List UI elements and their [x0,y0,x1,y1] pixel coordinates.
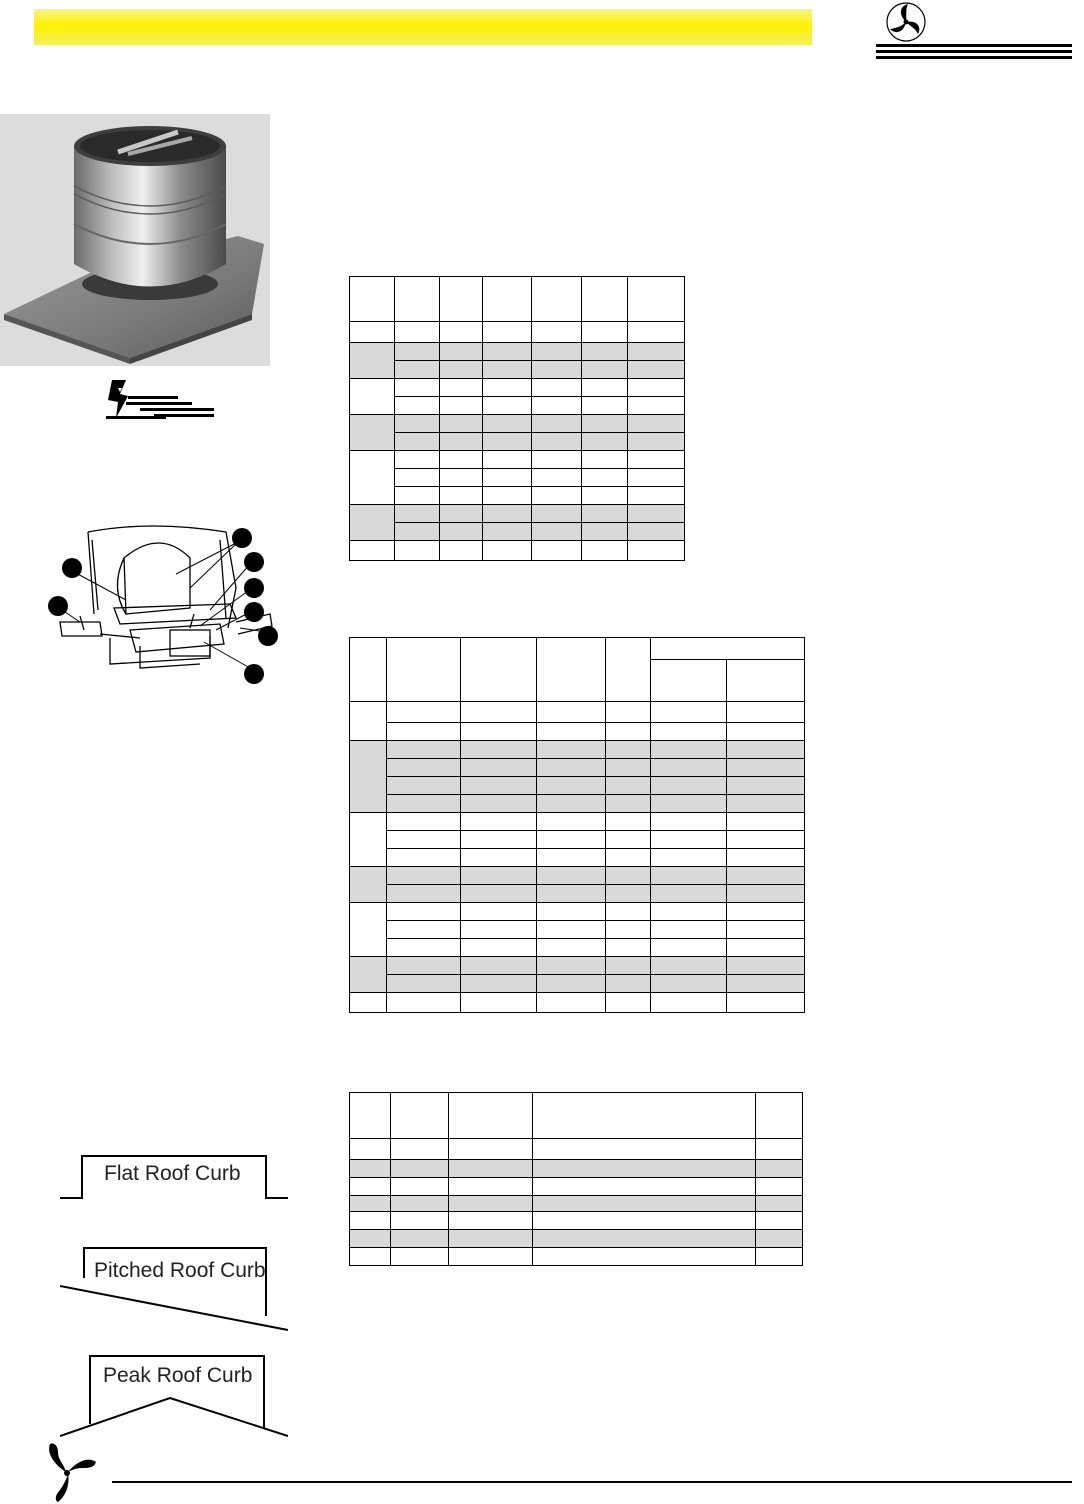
flat-roof-curb-label: Flat Roof Curb [104,1162,241,1185]
pitched-roof-curb-diagram [60,1240,288,1332]
footer-rule [112,1481,1072,1483]
peak-roof-curb-label: Peak Roof Curb [103,1364,253,1387]
pitched-roof-curb-label: Pitched Roof Curb [94,1259,266,1282]
specs-table-1 [349,276,685,561]
product-photo [0,114,270,366]
brand-logo-icon [858,0,1074,62]
specs-table-2 [349,637,805,1013]
parts-diagram [40,518,290,690]
certification-logo-icon [98,378,216,422]
specs-table-3 [349,1092,803,1266]
header-title-bar [34,9,812,45]
fan-logo-icon [36,1440,100,1504]
